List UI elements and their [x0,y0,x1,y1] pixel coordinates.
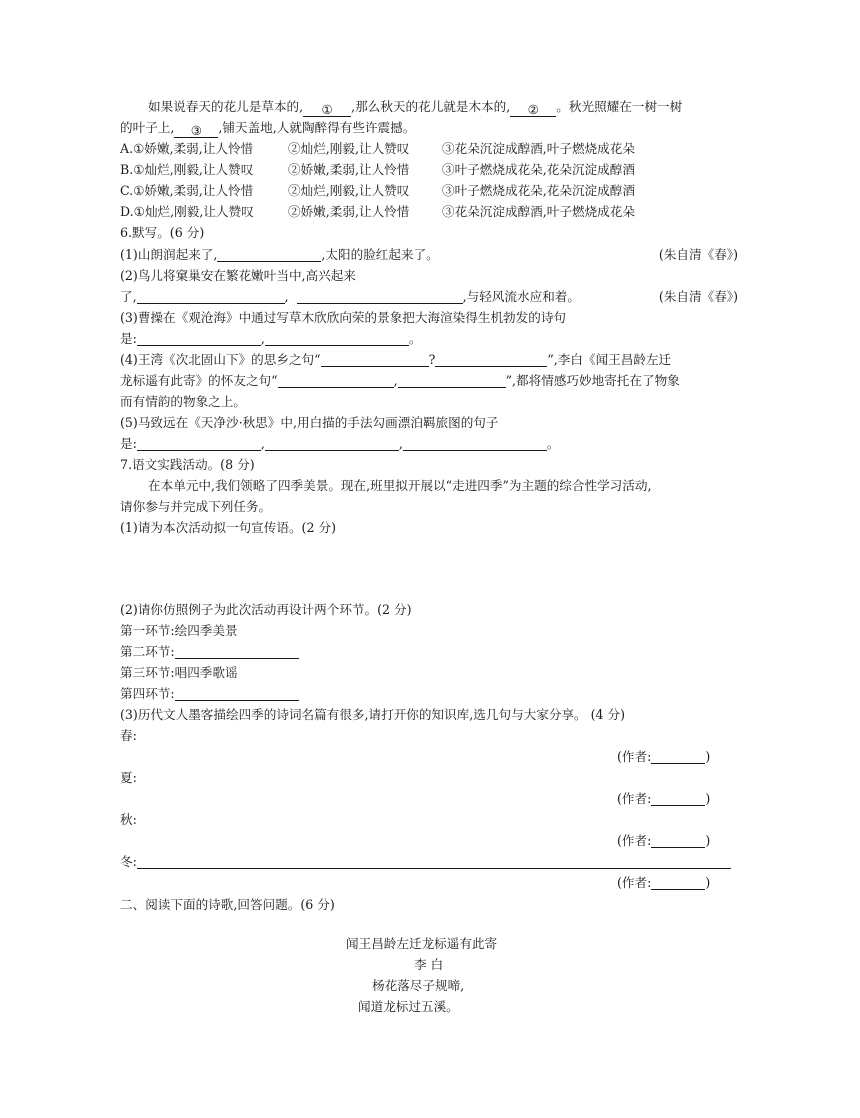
q6-item-4-line-2 [120,372,738,390]
q6-item-3-line-1: (3)曹操在《观沧海》中通过写草木欣欣向荣的景象把大海渲染得生机勃发的诗句 [120,310,567,325]
q6-text: (1)山朗润起来了, [120,247,218,262]
q6-item-2-line-1: (2)鸟儿将窠巢安在繁花嫩叶当中,高兴起来 [120,268,356,283]
q7-part-1: (1)请为本次活动拟一句宣传语。(2 分) [120,520,336,535]
option-c[interactable] [120,182,738,200]
poem-line-1: 杨花落尽子规啼, [372,978,465,993]
q6-source-2: (朱自清《春》) [658,289,738,304]
passage-text: 。秋光照耀在一树一树 [556,99,683,114]
q6-title: 6.默写。(6 分) [120,225,205,240]
q6-item-2-line-2 [120,288,738,306]
passage-blank-2[interactable]: ② [510,102,556,117]
author-summer-blank[interactable] [651,791,705,806]
q6-blank-4c[interactable] [278,373,394,388]
poem-line-2: 闻道龙标过五溪。 [358,999,459,1014]
author-winter [617,874,710,892]
season-summer-label: 夏: [120,770,137,785]
q6-blank-3a[interactable] [137,331,261,346]
q6-text: ”,都将情感巧妙地寄托在了物象 [505,373,680,388]
author-open: (作者: [617,833,652,848]
q6-blank-2a[interactable] [137,289,285,304]
stage-label: 第四环节: [120,686,175,701]
season-autumn-label: 秋: [120,812,137,827]
q6-text: 了, [120,289,137,304]
passage-blank-1[interactable]: ① [303,102,351,117]
passage-text: ,那么秋天的花儿就是木本的, [351,99,511,114]
option-part: ③花朵沉淀成醇酒,叶子燃烧成花朵 [442,141,635,156]
season-winter-line [120,853,738,871]
author-spring-blank[interactable] [651,749,705,764]
stage-2 [120,643,738,661]
option-part: B.①灿烂,刚毅,让人赞叹 [120,162,254,177]
author-open: (作者: [617,875,652,890]
option-a[interactable] [120,140,738,158]
q6-text: , [393,373,398,388]
q6-item-3-line-2 [120,330,738,348]
q6-blank-5a[interactable] [137,436,261,451]
stage-2-blank[interactable] [175,644,299,659]
option-d[interactable] [120,203,738,221]
option-part: A.①娇嫩,柔弱,让人怜惜 [120,141,254,156]
q6-blank-5b[interactable] [265,436,399,451]
q6-item-4-line-1 [120,351,738,369]
q6-text: 是: [120,436,137,451]
q7-title: 7.语文实践活动。(8 分) [120,457,255,472]
option-b[interactable] [120,161,738,179]
q7-intro-line-1: 在本单元中,我们领略了四季美景。现在,班里拟开展以“走进四季”为主题的综合性学习活动, [148,478,652,493]
q6-text: , [260,331,265,346]
author-close: ) [705,875,711,890]
passage-line-1 [148,98,766,117]
option-part: ②灿烂,刚毅,让人赞叹 [288,141,410,156]
q6-item-4-line-3: 而有情韵的物象之上。 [120,394,246,409]
option-part: D.①灿烂,刚毅,让人赞叹 [120,204,254,219]
option-part: ②娇嫩,柔弱,让人怜惜 [288,162,410,177]
author-close: ) [705,833,711,848]
stage-1: 第一环节:绘四季美景 [120,623,238,638]
q6-text: , [284,289,289,304]
q6-text: 。 [546,436,560,451]
author-spring [617,748,710,766]
q6-text: , [260,436,265,451]
q6-blank-4b[interactable] [435,352,547,367]
passage-line-2 [120,119,738,138]
passage-text: ,铺天盖地,人就陶醉得有些许震撼。 [218,120,416,135]
author-open: (作者: [617,791,652,806]
section-2-title: 二、阅读下面的诗歌,回答问题。(6 分) [120,897,335,912]
q6-blank-4d[interactable] [398,373,506,388]
poem-author: 李 白 [414,957,444,972]
q6-text: (4)王湾《次北固山下》的思乡之句“ [120,352,321,367]
q6-text: ,太阳的脸红起来了。 [321,247,439,262]
q6-blank-1[interactable] [217,247,321,262]
author-open: (作者: [617,749,652,764]
q6-text: ”,李白《闻王昌龄左迁 [547,352,672,367]
option-part: ③花朵沉淀成醇酒,叶子燃烧成花朵 [442,204,635,219]
q6-item-1 [120,246,738,264]
option-part: ③叶子燃烧成花朵,花朵沉淀成醇酒 [442,183,635,198]
q7-part-2: (2)请你仿照例子为此次活动再设计两个环节。(2 分) [120,602,412,617]
stage-label: 第二环节: [120,644,175,659]
q6-blank-4a[interactable] [321,352,429,367]
season-spring-label: 春: [120,728,137,743]
q6-item-5-line-2 [120,435,738,453]
author-close: ) [705,749,711,764]
q7-part-3: (3)历代文人墨客描绘四季的诗词名篇有很多,请打开你的知识库,选几句与大家分享。 (4 分) [120,707,626,722]
q6-text: 龙标遥有此寄》的怀友之句“ [120,373,278,388]
q6-text: 是: [120,331,137,346]
passage-blank-3[interactable]: ③ [174,123,218,138]
q6-blank-5c[interactable] [403,436,547,451]
poem-title: 闻王昌龄左迁龙标遥有此寄 [346,936,498,951]
author-autumn [617,832,710,850]
winter-blank[interactable] [137,854,731,869]
option-part: ②娇嫩,柔弱,让人怜惜 [288,204,410,219]
passage-text: 如果说春天的花儿是草本的, [148,99,304,114]
stage-4-blank[interactable] [175,686,299,701]
q6-text: , [398,436,403,451]
q6-text: ? [428,352,436,367]
q6-source-1: (朱自清《春》) [658,247,738,262]
option-part: ②灿烂,刚毅,让人赞叹 [288,183,410,198]
stage-3: 第三环节:唱四季歌谣 [120,665,238,680]
q6-text: ,与轻风流水应和着。 [462,289,580,304]
q6-blank-2b[interactable] [297,289,463,304]
q6-blank-3b[interactable] [265,331,409,346]
option-part: ③叶子燃烧成花朵,花朵沉淀成醇酒 [442,162,635,177]
author-winter-blank[interactable] [651,875,705,890]
q6-item-5-line-1: (5)马致远在《天净沙·秋思》中,用白描的手法勾画漂泊羁旅图的句子 [120,415,499,430]
author-autumn-blank[interactable] [651,833,705,848]
author-summer [617,790,710,808]
author-close: ) [705,791,711,806]
stage-4 [120,685,738,703]
option-part: C.①娇嫩,柔弱,让人怜惜 [120,183,254,198]
passage-text: 的叶子上, [120,120,175,135]
season-winter-label: 冬: [120,854,137,869]
q7-intro-line-2: 请你参与并完成下列任务。 [120,499,272,514]
q6-text: 。 [408,331,422,346]
